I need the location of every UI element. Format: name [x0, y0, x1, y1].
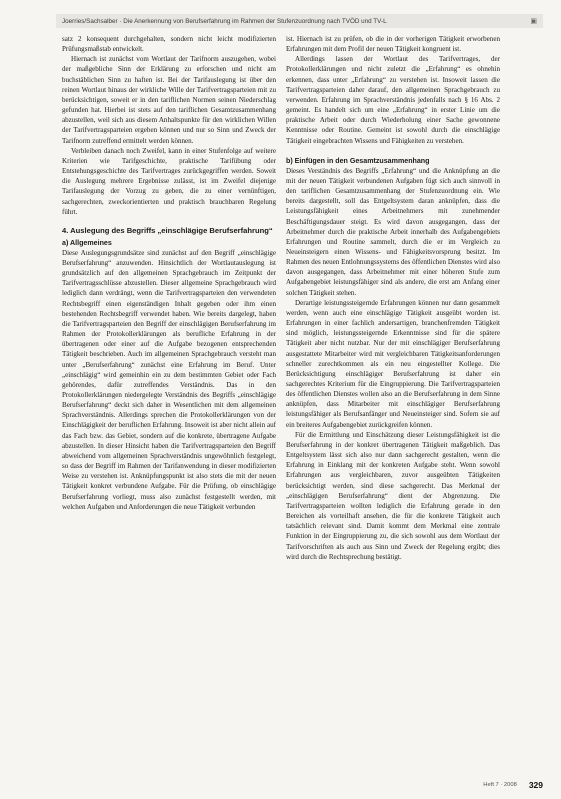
- running-header: [56, 14, 543, 28]
- paragraph: Für die Ermittlung und Einschätzung dieser Leistungsfähigkeit ist die Berufserfahrung in der konkret übertragenen Tätigkeit maßgeblich. Das Entgeltsystem lässt sich also nur dann sachgerecht gestalten, wenn die Erfahrung in Einklang mit der konkreten Aufgabe steht. Wenn sowohl Erfahrungen aus vergleichbaren, zuvor ausgeübten Tätigkeiten berücksichtigt werden, sind diese sachgerecht. Das Merkmal der „einschlägigen Berufserfahrung“ dient der Abgrenzung. Die Tarifvertragsparteien wollten lediglich die Erfahrung gerade in den Bereichen als vorteilhaft ansehen, die für die konkrete Tätigkeit auch tatsächlich relevant sind. Damit kommt dem Merkmal eine zentrale Funktion in der Eingruppierung zu, die sich sowohl aus dem Wortlaut der Tarifvorschriften als auch aus Sinn und Zweck der Regelung ergibt; dies wird durch die Rechtsprechung bestätigt.: [286, 430, 500, 561]
- right-column: [286, 34, 500, 773]
- page-number: 329: [528, 780, 543, 790]
- paragraph: satz 2 konsequent durchgehalten, sondern nicht leicht modifizierten Prüfungsmaßstab entwickelt.: [62, 35, 276, 54]
- issue-label: Heft 7 · 2008: [483, 782, 517, 788]
- left-column: [62, 34, 276, 773]
- paragraph: Derartige leistungssteigernde Erfahrungen können nur dann gesammelt werden, wenn auch eine einschlägige Tätigkeit ausgeübt worden ist. Erfahrungen in einer fachlich andersartigen, branchenfremden Tätigkeit sind möglich, leistungssteigernde Erkenntnisse sind für die spätere Tätigkeit aber nicht nutzbar. Nur der mit einschlägiger Berufserfahrung ausgestattete Mitarbeiter wird mit vergleichbaren Tätigkeitsanforderungen schneller zurechtkommen als ein neu eingestellter Kollege. Die Berücksichtigung einschlägiger Berufserfahrung ist daher ein sachgerechtes Kriterium für die Eingruppierung. Die Tarifvertragsparteien des öffentlichen Dienstes wollen also an die Berufserfahrung in dem Sinne anknüpfen, dass Mitarbeiter mit einschlägiger Berufserfahrung leistungsfähiger als Berufsanfänger und Neueinsteiger sind. Sofern sie auf ein breiteres Aufgabengebiet zurückgreifen können.: [286, 298, 500, 429]
- header-mark-icon: ▣: [530, 18, 537, 25]
- section-heading: 4. Auslegung des Begriffs „einschlägige Berufserfahrung“: [62, 225, 273, 235]
- subsection-heading: b) Einfügen in den Gesamtzusammenhang: [286, 156, 430, 165]
- paragraph: Diese Auslegungsgrundsätze sind zunächst auf den Begriff „einschlägige Berufserfahrung“ anzuwenden. Hinsichtlich der Wortlautauslegung ist grundsätzlich auf den allgemeinen Sprachgebrauch im Zeitpunkt der Tarifvertragsschlüsse abzustellen. Dieser allgemeine Sprachgebrauch wird lediglich dann verdrängt, wenn die Tarifvertragsparteien den verwendeten Rechtsbegriff einen eigenständigen Inhalt gegeben oder ihm einen bestehenden Rechtsbegriff verwendet haben. Wie bereits dargelegt, haben die Tarifvertragsparteien den Begriff der einschlägigen Berufserfahrung im Rahmen der Protokollerklärungen als berufliche Erfahrung in der übertragenen oder einer auf die Aufgabe bezogenen entsprechenden Tätigkeit beschrieben. Auch im allgemeinen Sprachgebrauch versteht man unter „Berufserfahrung“ zunächst eine Erfahrung im Beruf. Unter „einschlägig“ wird gemeinhin ein zu dem bestimmten Gebiet oder Fach gehörendes, dafür zutreffendes Verständnis. Das in den Protokollerklärungen niedergelegte Verständnis des Begriffs „einschlägige Berufserfahrung“ deckt sich daher in Wesentlichen mit dem allgemeinen Sprachverständnis. Allerdings sprechen die Protokollerklärungen von der Einschlägigkeit der beruflichen Erfahrung. Insoweit ist aber nicht allein auf das Fach bzw. das Gebiet, sondern auf die konkrete, übertragene Aufgabe abzustellen. In dieser Hinsicht haben die Tarifvertragsparteien den Begriff abweichend vom allgemeinen Sprachverständnis ungewöhnlich festgelegt, so dass der Begriff im Rahmen der Tarifanwendung in dieser modifizierten Weise zu verstehen ist. Anknüpfungspunkt ist also stets die mit der neuen Tätigkeit konkret verbundene Aufgabe. Für die Prüfung, ob einschlägige Berufserfahrung vorliegt, muss also zunächst festgestellt werden, mit welchen Aufgaben und Anforderungen die neue Tätigkeit verbunden: [62, 248, 276, 511]
- paragraph: Hiernach ist zunächst vom Wortlaut der Tarifnorm auszugehen, wobei der maßgebliche Sinn der Erklärung zu erforschen und nicht am buchstäblichen Sinn zu haften ist. Bei der Tarifauslegung ist über den reinen Wortlaut hinaus der wirkliche Wille der Tarifvertragsparteien mit zu berücksichtigen, soweit er in den tariflichen Normen seinen Niederschlag gefunden hat. Hierbei ist stets auf den tariflichen Gesamtzusammenhang abzustellen, weil sich aus diesem Anhaltspunkte für den wirklichen Willen der Tarifvertragsparteien ergeben können und nur so Sinn und Zweck der Tarifnorm zutreffend ermittelt werden können.: [62, 55, 276, 145]
- paragraph: Verbleiben danach noch Zweifel, kann in einer Stufenfolge auf weitere Kriterien wie Tarifgeschichte, praktische Tarifübung oder Entstehungsgeschichte des Tarifvertrages zurückgegriffen werden. Soweit die Auslegung mehrere Ergebnisse zulässt, ist im Zweifel diejenige Tarifauslegung der Vorzug zu geben, die zu einer vernünftigen, sachgerechten, zweckorientierten und praktisch brauchbaren Regelung führt.: [62, 146, 276, 216]
- paragraph: ist. Hiernach ist zu prüfen, ob die in der vorherigen Tätigkeit erworbenen Erfahrungen mit dem Profil der neuen Tätigkeit kongruent ist.: [286, 35, 500, 54]
- paragraph: Dieses Verständnis des Begriffs „Erfahrung“ und die Anknüpfung an die mit der neuen Tätigkeit verbundenen Aufgaben fügt sich auch sinnvoll in den tariflichen Gesamtzusammenhang der Stufenzuordnung ein. Wie bereits dargestellt, soll das Entgeltsystem daran anknüpfen, dass die Leistungsfähigkeit eines Arbeitnehmers mit zunehmender Beschäftigungsdauer steigt. Es wird davon ausgegangen, dass der Arbeitnehmer durch die praktische Arbeit innerhalb des Aufgabengebiets Erfahrungen und Routine sammelt, durch die er im Vergleich zu Neueinsteigern einen Wissens- und Fähigkeitsvorsprung besitzt. Im Rahmen des neuen Entlohnungssystems des öffentlichen Dienstes wird also davon ausgegangen, dass Arbeitnehmer mit einer höheren Stufe zum Aufgabengebiet leistungsfähiger sind als andere, die erst am Anfang einer solchen Tätigkeit stehen.: [286, 166, 500, 297]
- subsection-heading: a) Allgemeines: [62, 238, 112, 247]
- page-footer: [440, 779, 543, 791]
- running-title: Joerries/Sachsalber · Die Anerkennung von Berufserfahrung im Rahmen der Stufenzuordnung nach TVÖD und TV-L: [62, 17, 387, 25]
- paragraph: Allerdings lassen der Wortlaut des Tarifvertrages, der Protokollerklärungen und nicht zuletzt die „Erfahrung“ es ohnehin erkennen, dass unter „Erfahrung“ zu verstehen ist. Insoweit lassen die Tarifvertragsparteien daher darauf, den allgemeinen Sprachgebrauch zu verwenden. Erfahrung im Sprachverständnis jedenfalls nach § 16 Abs. 2 gemeint. Es handelt sich um eine „Erfahrung“ in erster Linie um die praktische Arbeit oder durch Wiederholung einer Sache gewonnene Kenntnisse oder Routine. Gemeint ist sowohl durch die einschlägige Tätigkeit eingebrachten Wissens und Fähigkeiten zu verstehen.: [286, 55, 500, 145]
